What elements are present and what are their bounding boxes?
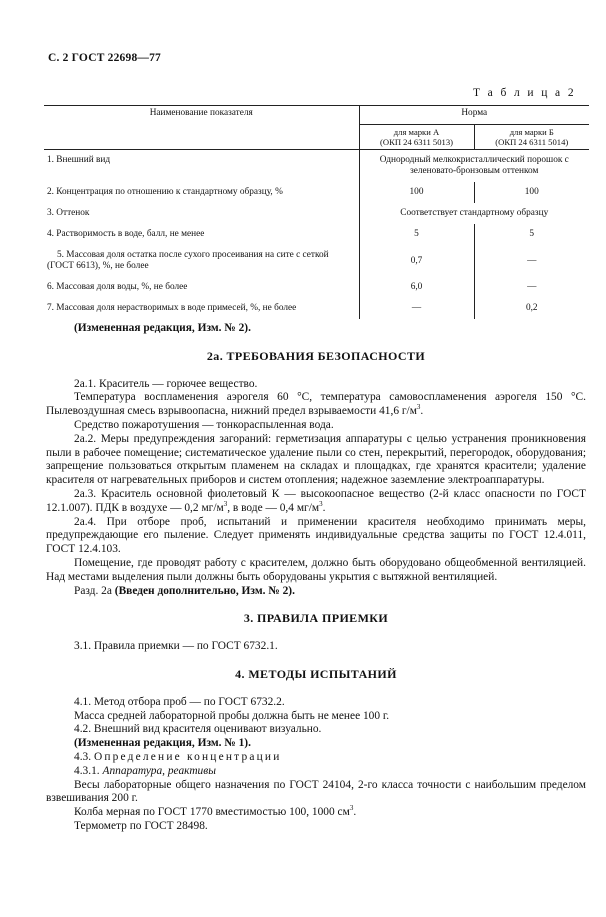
- row-name: 5. Массовая доля остатка после сухого просеивания на сите с сеткой (ГОСТ 6613), %, не более: [47, 250, 329, 271]
- row-value-b: 100: [474, 182, 589, 203]
- paragraph-31: 3.1. Правила приемки — по ГОСТ 6732.1.: [74, 640, 278, 653]
- paragraph-temperature: [46, 391, 586, 419]
- row-value-b: —: [474, 277, 589, 298]
- table-row: [44, 150, 589, 183]
- row-value-b: 0,2: [474, 298, 589, 319]
- row-value-a: 5: [359, 224, 474, 245]
- table-row: [44, 245, 589, 277]
- table-row: [44, 182, 589, 203]
- paragraph-fire: Средство пожаротушения — тонкораспыленная вода.: [74, 418, 334, 431]
- row-value-a: 6,0: [359, 277, 474, 298]
- row-value-b: 5: [474, 224, 589, 245]
- flask-end: .: [353, 806, 357, 819]
- brand-b-label: для марки Б: [509, 127, 554, 137]
- change-note: (Измененная редакция, Изм. № 1).: [74, 737, 251, 750]
- razd-text: Разд. 2а: [74, 584, 115, 597]
- table-header-row: [44, 106, 589, 125]
- page-header: С. 2 ГОСТ 22698—77: [48, 52, 161, 64]
- table-caption: Т а б л и ц а 2: [472, 87, 576, 99]
- row-value-a: 100: [359, 182, 474, 203]
- paragraph-mass: Масса средней лабораторной пробы должна быть не менее 100 г.: [74, 709, 390, 722]
- superscript: 3: [416, 403, 421, 412]
- item-number: 4.3.: [74, 750, 94, 763]
- temperature-end: .: [420, 405, 424, 418]
- row-name: 7. Массовая доля нерастворимых в воде примесей, %, не более: [47, 303, 297, 313]
- paragraph-2a2: 2а.2. Меры предупреждения загораний: герметизация аппаратуры с целью устранения проникновения пыли в рабочее помещение; систематическое удаление пыли со стен, перекрытий, перегородок, оборудования; запрещение пользоваться открытым пламенем на складах и площадках, где хранятся красители; удаление красителя от нагревательных приборов и систем отопления; надежное заземление электроаппаратуры.: [46, 432, 586, 487]
- paragraph-thermometer: Термометр по ГОСТ 28498.: [74, 819, 208, 832]
- paragraph-scales: Весы лабораторные общего назначения по ГОСТ 24104, 2-го класса точности с наибольшим пределом взвешивания 200 г.: [46, 778, 586, 805]
- paragraph-41: 4.1. Метод отбора проб — по ГОСТ 6732.2.: [74, 695, 285, 708]
- table-row: [44, 298, 589, 319]
- document-body: [46, 322, 586, 834]
- paragraph-2a3: [46, 488, 586, 516]
- brand-b-code: (ОКП 24 6311 5014): [495, 137, 569, 147]
- row-name: 1. Внешний вид: [47, 155, 111, 165]
- paragraph-ventilation: Помещение, где проводят работу с красителем, должно быть оборудовано общеобменной вентиляцией. Над местами выделения пыли должны быть оборудованы укрытия с вытяжной вентиляцией.: [46, 556, 586, 583]
- superscript: 3: [223, 499, 228, 508]
- table-row: [44, 224, 589, 245]
- pdk-end: .: [322, 501, 326, 514]
- superscript: 3: [319, 499, 323, 508]
- section-title-methods: 4. МЕТОДЫ ИСПЫТАНИЙ: [235, 666, 397, 681]
- paragraph-razd: [46, 585, 586, 599]
- row-value-merged: Однородный мелкокристаллический порошок с зеленовато-бронзовым оттенком: [359, 150, 589, 183]
- row-value-b: —: [474, 245, 589, 277]
- brand-a-label: для марки А: [393, 127, 440, 137]
- row-value-merged: Соответствует стандартному образцу: [359, 203, 589, 224]
- change-note: (Введен дополнительно, Изм. № 2).: [114, 584, 295, 597]
- pdk-text: 2а.3. Краситель основной фиолетовый К — высокоопасное вещество (2-й класс опасности по ГОСТ 12.1.007). ПДК в воздухе — 0,2 мг/м: [46, 487, 586, 514]
- row-value-a: 0,7: [359, 245, 474, 277]
- brand-b-header: [474, 125, 589, 150]
- paragraph-2a1: 2а.1. Краситель — горючее вещество.: [74, 377, 258, 390]
- row-name: 6. Массовая доля воды, %, не более: [47, 282, 188, 292]
- paragraph-431: [46, 765, 586, 779]
- temperature-text: Температура воспламенения аэрогеля 60 °С, температура самовоспламенения аэрогеля 150 °С. Пылевоздушная смесь взрывоопасна, нижний предел взрываемости 41,6 г/м: [46, 391, 586, 418]
- paragraph-42: 4.2. Внешний вид красителя оценивают визуально.: [74, 723, 322, 736]
- brand-a-header: [359, 125, 474, 150]
- col-name-header: Наименование показателя: [44, 106, 359, 150]
- flask-text: Колба мерная по ГОСТ 1770 вместимостью 100, 1000 см: [74, 806, 350, 819]
- table-row: [44, 203, 589, 224]
- superscript: 3: [349, 804, 354, 813]
- pdk-water: , в воде — 0,4 мг/м: [227, 501, 320, 514]
- section-title-safety: 2а. ТРЕБОВАНИЯ БЕЗОПАСНОСТИ: [206, 348, 426, 363]
- row-name: 3. Оттенок: [47, 208, 90, 218]
- quality-norms-table: [44, 105, 589, 319]
- row-name: 4. Растворимость в воде, балл, не менее: [47, 229, 205, 239]
- change-note: (Измененная редакция, Изм. № 2).: [74, 322, 251, 334]
- subsection-title: Аппаратура, реактивы: [102, 764, 216, 777]
- item-number: 4.3.1.: [74, 764, 103, 777]
- section-title-acceptance: 3. ПРАВИЛА ПРИЕМКИ: [243, 611, 389, 626]
- col-norm-header: Норма: [359, 106, 589, 125]
- table-row: [44, 277, 589, 298]
- row-name: 2. Концентрация по отношению к стандартному образцу, %: [47, 187, 283, 197]
- brand-a-code: (ОКП 24 6311 5013): [380, 137, 453, 147]
- paragraph-43: [46, 751, 586, 765]
- paragraph-2a4: 2а.4. При отборе проб, испытаний и применении красителя необходимо принимать меры, предупреждающие его пыление. Следует применять индивидуальные средства защиты по ГОСТ 12.4.011, ГОСТ 12.4.103.: [46, 515, 586, 556]
- row-value-a: —: [359, 298, 474, 319]
- subsection-title: Определение концентрации: [93, 750, 282, 763]
- paragraph-flask: [46, 806, 586, 820]
